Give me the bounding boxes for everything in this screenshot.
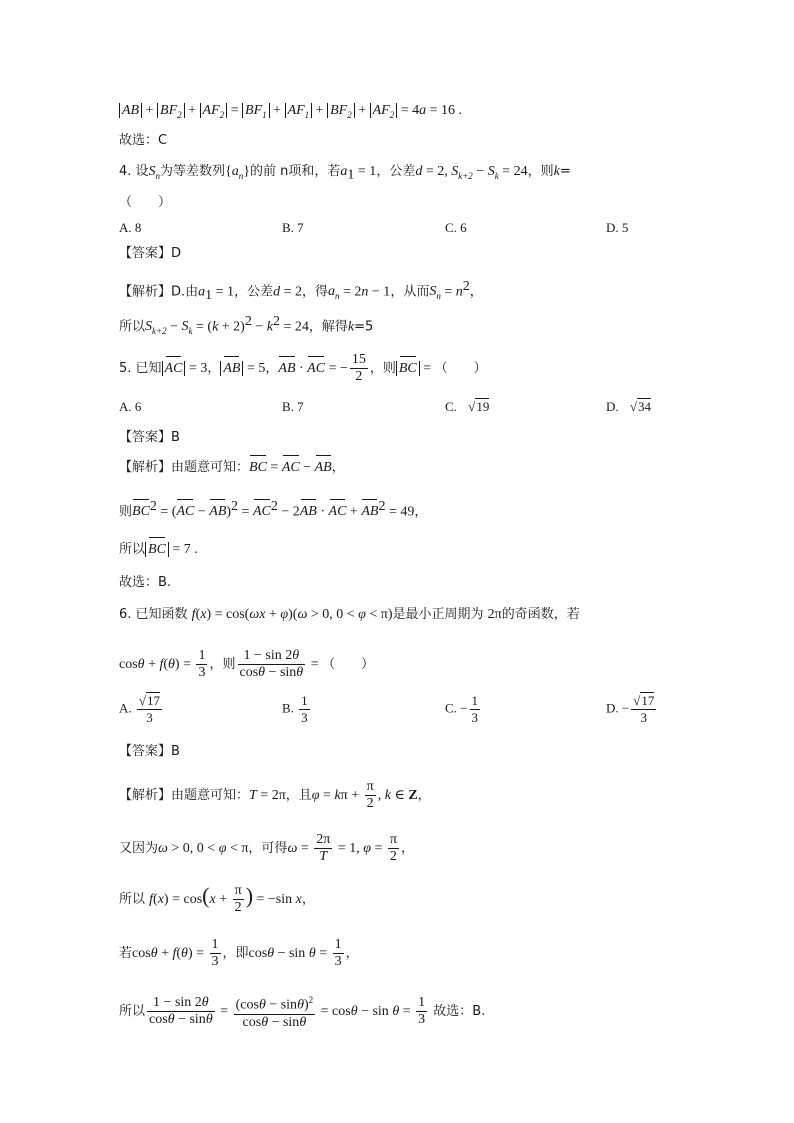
question-4-analysis-2: 所以$S_{k+2} - S_k = (k + 2)^2 - k^2 = 24$，解得k=5	[119, 314, 374, 337]
question-4-paren: （ ）	[119, 195, 172, 210]
q4-option-d: D. 5	[606, 220, 629, 235]
q6-option-c: C. − $\frac{1}{3}$	[445, 693, 479, 725]
question-6-analysis-2: 又因为ω > 0, 0 < φ < π，可得ω = $\frac{2\pi}{T}$ = 1, φ = $\frac{\pi}{2}$ ，	[119, 832, 414, 864]
question-5-analysis-2: 则$BC^2 = (AC - AB)^2 = AC^2 - 2AB$ · AC + $AB^2 = 49$，	[119, 497, 427, 522]
q6-option-d: D. − $\frac{√17}{3}$	[606, 693, 655, 725]
q4-option-b: B. 7	[282, 220, 304, 235]
question-6-analysis-3: 所以 f(x) = cos(x + $\frac{\pi}{2}$ ) = −sin x，	[119, 883, 315, 915]
question-6-analysis-5: 所以 $\frac{1 - \sin 2\theta}{\cos\theta - \sin\theta}$ = $\frac{(\cos\theta - \sin\theta)^2}{\cos\theta - \sin\theta}$ = cosθ − sin θ = $\frac{1}{3}$ 故选：B.	[119, 992, 485, 1031]
q4-option-a: A. 8	[119, 220, 142, 235]
question-5-answer: 【答案】B	[119, 430, 180, 445]
question-6-stem-2: cosθ + f(θ) = $\frac{1}{3}$ ，则 $\frac{1 - \sin 2\theta}{\cos\theta - \sin\theta}$ = （ ）	[119, 648, 375, 680]
q5-option-d: D. √34	[606, 399, 652, 414]
question-4-analysis-1: 【解析】D.由$a_1 = 1$，公差d = 2，得$a_n = 2n - 1$，从而$S_n = n^2$，	[119, 279, 483, 303]
q5-option-c: C. √19	[445, 399, 490, 414]
q4-option-c: C. 6	[445, 220, 467, 235]
q6-option-a: A. $\frac{√17}{3}$	[119, 693, 161, 725]
equation-ellipse-perimeter: AB + $BF_2 + AF_2 = BF_1 + AF_1 + BF_2 + AF_2 = 4a = 16$ .	[119, 101, 462, 125]
question-5-analysis-3: 所以 BC = 7 .	[119, 540, 198, 560]
question-5-analysis-1: 【解析】由题意可知：BC = AC − AB，	[119, 458, 345, 478]
question-4-stem: 4. 设$S_n$为等差数列$\{a_n\}$的前 n项和，若$a_1 = 1$，公差d = 2, $S_{k+2} - S_k = 24$，则k=	[119, 164, 571, 183]
prev-answer-choice: 故选：C	[119, 133, 168, 148]
question-6-analysis-4: 若cosθ + f(θ) = $\frac{1}{3}$ ，即cosθ − sin θ = $\frac{1}{3}$ ，	[119, 937, 359, 969]
q5-option-b: B. 7	[282, 399, 304, 414]
question-6-answer: 【答案】B	[119, 744, 180, 759]
q6-option-b: B. $\frac{1}{3}$	[282, 693, 308, 725]
q5-option-a: A. 6	[119, 399, 142, 414]
question-5-stem: 5. 已知 AC = 3， AB = 5，AB · AC = − $\frac{15}{2}$ ，则 BC = （ ）	[119, 352, 487, 384]
question-5-end: 故选：B.	[119, 575, 172, 590]
question-6-analysis-1: 【解析】由题意可知：T = 2π，且φ = kπ + $\frac{\pi}{2}$ , k ∈ Z，	[119, 779, 431, 811]
question-4-answer: 【答案】D	[119, 246, 182, 261]
question-6-stem: 6. 已知函数 f(x) = cos(ωx + φ)(ω > 0, 0 < φ < π)是最小正周期为 2π的奇函数，若	[119, 607, 580, 622]
